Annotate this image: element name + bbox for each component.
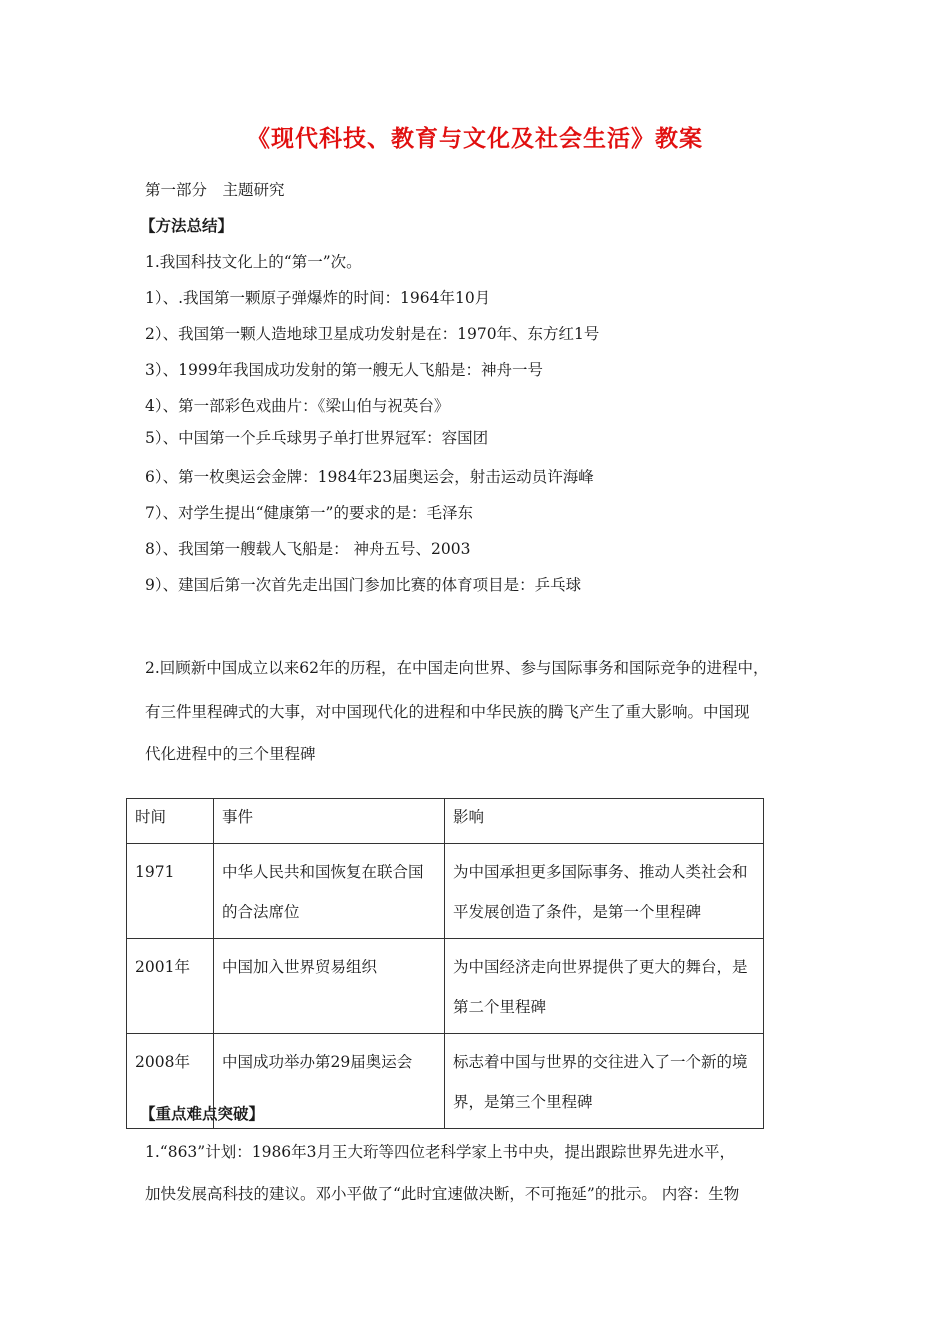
list-item: 1）、.我国第一颗原子弹爆炸的时间：1964年10月 <box>145 289 491 307</box>
table-header-row <box>127 799 764 844</box>
table-cell: 2008年 <box>127 1034 214 1129</box>
list-item: 8）、我国第一艘载人飞船是： 神舟五号、2003 <box>145 540 471 558</box>
section1-title: 1.我国科技文化上的“第一”次。 <box>145 253 362 271</box>
table-row <box>127 939 764 1034</box>
list-item: 4）、第一部彩色戏曲片：《梁山伯与祝英台》 <box>145 397 450 415</box>
document-title: 《现代科技、教育与文化及社会生活》教案 <box>247 125 703 152</box>
table-cell: 2001年 <box>127 939 214 1034</box>
key-line: 加快发展高科技的建议。邓小平做了“此时宜速做决断，不可拖延”的批示。 内容：生物 <box>145 1185 740 1203</box>
section2-line: 2.回顾新中国成立以来62年的历程，在中国走向世界、参与国际事务和国际竞争的进程中， <box>145 659 769 677</box>
table-cell: 中国加入世界贸易组织 <box>214 939 445 1034</box>
list-item: 9）、建国后第一次首先走出国门参加比赛的体育项目是：乒乓球 <box>145 576 582 594</box>
method-heading: 【方法总结】 <box>140 216 234 235</box>
table-header-cell: 时间 <box>127 799 214 844</box>
table-row <box>127 844 764 939</box>
table-cell: 1971 <box>127 844 214 939</box>
key-line: 1.“863”计划：1986年3月王大珩等四位老科学家上书中央，提出跟踪世界先进水平， <box>145 1143 736 1161</box>
key-heading: 【重点难点突破】 <box>140 1104 265 1123</box>
section2-line: 有三件里程碑式的大事，对中国现代化的进程和中华民族的腾飞产生了重大影响。中国现 <box>145 703 750 721</box>
list-item: 5）、中国第一个乒乓球男子单打世界冠军：容国团 <box>145 429 489 447</box>
list-item: 2）、我国第一颗人造地球卫星成功发射是在：1970年、东方红1号 <box>145 325 600 343</box>
part-heading: 第一部分 主题研究 <box>145 181 285 199</box>
list-item: 6）、第一枚奥运会金牌：1984年23届奥运会，射击运动员许海峰 <box>145 468 594 486</box>
list-item: 7）、对学生提出“健康第一”的要求的是：毛泽东 <box>145 504 473 522</box>
table-cell: 标志着中国与世界的交往进入了一个新的境界，是第三个里程碑 <box>445 1034 764 1129</box>
table-cell: 为中国经济走向世界提供了更大的舞台，是第二个里程碑 <box>445 939 764 1034</box>
table-cell: 中华人民共和国恢复在联合国的合法席位 <box>214 844 445 939</box>
milestones-table <box>126 798 764 1129</box>
table-header-cell: 影响 <box>445 799 764 844</box>
table-cell: 中国成功举办第29届奥运会 <box>214 1034 445 1129</box>
list-item: 3）、1999年我国成功发射的第一艘无人飞船是：神舟一号 <box>145 361 544 379</box>
section2-line: 代化进程中的三个里程碑 <box>145 745 316 763</box>
table-cell: 为中国承担更多国际事务、推动人类社会和平发展创造了条件，是第一个里程碑 <box>445 844 764 939</box>
table-header-cell: 事件 <box>214 799 445 844</box>
